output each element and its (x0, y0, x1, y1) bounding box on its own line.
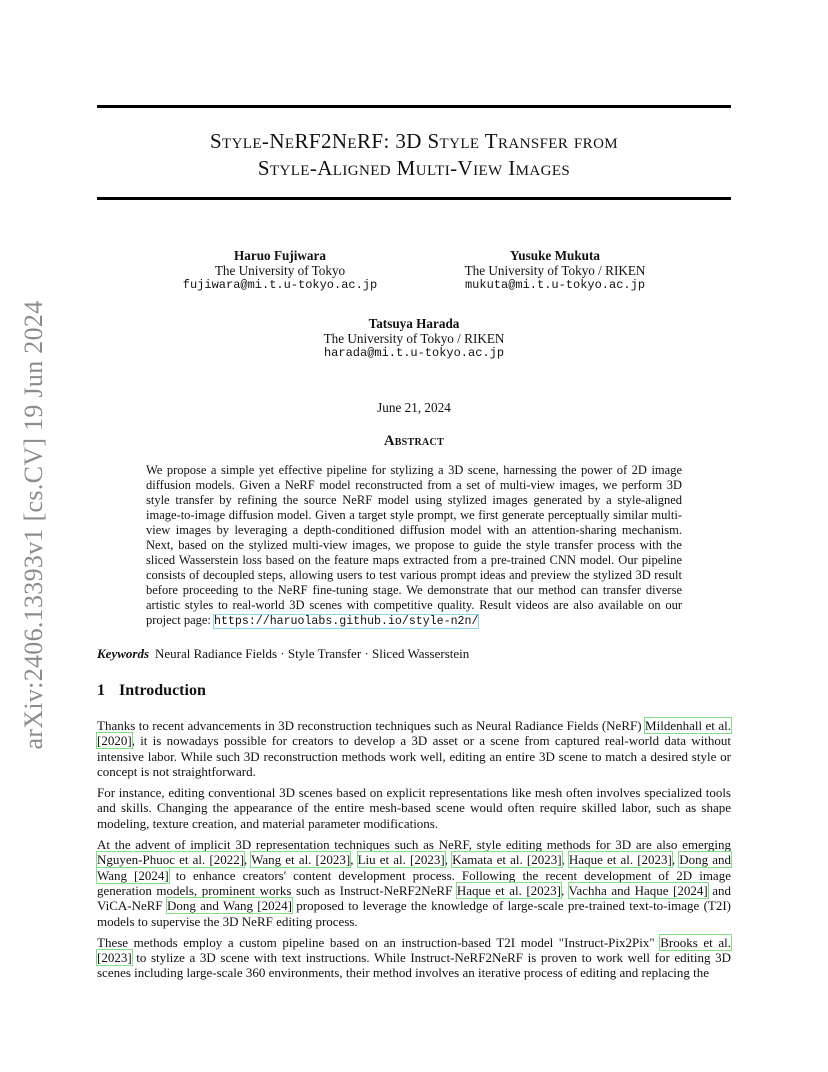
title-line-1: Style-NeRF2NeRF: 3D Style Transfer from (209, 129, 619, 153)
text-run: to stylize a 3D scene with text instructions. While Instruct-NeRF2NeRF is proven to work well for editing 3D scenes including large-scale 360 environments, their method involves an iterative process of editing and replacing the (97, 950, 731, 981)
paragraph-3 (97, 837, 731, 929)
abstract-heading: Abstract (383, 433, 445, 449)
author-block-3 (284, 316, 544, 361)
separator: , (244, 852, 252, 868)
keywords-line (97, 646, 731, 662)
paragraph-2: For instance, editing conventional 3D scenes based on explicit representations like mesh often involves specialized tools and skills. Changing the appearance of the entire mesh-based scene would often require skilled labor, such as shape modeling, texture creation, and material parameter modifications. (97, 785, 731, 831)
section-number: 1 (97, 682, 105, 699)
paper-date: June 21, 2024 (377, 400, 451, 415)
keywords-label: Keywords (97, 646, 149, 661)
section-title: Introduction (119, 682, 206, 699)
author-block-1 (150, 248, 410, 293)
text-run: Thanks to recent advancements in 3D reconstruction techniques such as Neural Radiance Fields (NeRF) (97, 718, 642, 733)
citation-link[interactable]: Dong and Wang [2024] (166, 898, 292, 914)
separator: , (444, 852, 453, 868)
text-run: At the advent of implicit 3D representation techniques such as NeRF, style editing methods for 3D are also emerging (97, 837, 731, 853)
project-page-link[interactable]: https://haruolabs.github.io/style-n2n/ (214, 615, 479, 628)
paragraph-1 (97, 718, 731, 779)
text-run: proposed to leverage the knowledge of large-scale pre-trained text-to-image (T2I) models to supervise the 3D NeRF editing process. (97, 898, 731, 929)
section-heading-introduction (97, 682, 731, 700)
citation-link[interactable]: Vachha and Haque [2024] (568, 882, 708, 898)
keywords-text: Neural Radiance Fields · Style Transfer · Sliced Wasserstein (155, 646, 470, 661)
separator: , (561, 852, 569, 868)
introduction-body (97, 718, 731, 987)
citation-link[interactable]: Haque et al. [2023] (456, 882, 561, 898)
title-bottom-rule (97, 197, 731, 200)
author-name: Haruo Fujiwara (234, 248, 326, 263)
title-top-rule (97, 105, 731, 108)
author-affiliation: The University of Tokyo / RIKEN (464, 263, 646, 278)
text-run: to enhance creators' content development process. Following the recent development of 2D image generation models, prominent works such as Instruct-NeRF2NeRF (97, 867, 731, 898)
author-name: Yusuke Mukuta (509, 248, 601, 263)
citation-link[interactable]: Nguyen-Phuoc et al. [2022] (97, 852, 245, 868)
title-line-2: Style-Aligned Multi-View Images (257, 156, 571, 180)
separator: , (561, 882, 569, 898)
author-name: Tatsuya Harada (368, 316, 460, 331)
author-email[interactable]: mukuta@mi.t.u-tokyo.ac.jp (464, 278, 646, 292)
author-affiliation: The University of Tokyo / RIKEN (323, 331, 505, 346)
text-run: and ViCA-NeRF (97, 882, 732, 914)
abstract-text: We propose a simple yet effective pipeline for stylizing a 3D scene, harnessing the power of 2D image diffusion models. Given a NeRF model reconstructed from a set of multi-view images, we perform 3D style transfer by refining the source NeRF model using stylized images generated by a style-aligned image-to-image diffusion model. Given a target style prompt, we first generate perceptually similar multi-view images by leveraging a depth-conditioned diffusion model with an attention-sharing mechanism. Next, based on the stylized multi-view images, we propose to guide the style transfer process with the sliced Wasserstein loss based on the feature maps extracted from a pre-trained CNN model. Our pipeline consists of decoupled steps, allowing users to test various prompt ideas and preview the stylized 3D result before proceeding to the NeRF fine-tuning stage. We demonstrate that our method can transfer diverse artistic styles to real-world 3D scenes with competitive quality. Result videos are also available on our project page: (146, 463, 682, 627)
citation-link[interactable]: Brooks et al. [2023] (97, 934, 732, 966)
author-affiliation: The University of Tokyo (214, 263, 346, 278)
text-run: These methods employ a custom pipeline based on an instruction-based T2I model "Instruct-Pix2Pix" (97, 934, 655, 950)
paper-title (97, 128, 731, 182)
author-email[interactable]: harada@mi.t.u-tokyo.ac.jp (323, 346, 505, 360)
author-block-2 (425, 248, 685, 293)
author-email[interactable]: fujiwara@mi.t.u-tokyo.ac.jp (182, 278, 378, 292)
citation-link[interactable]: Haque et al. [2023] (568, 852, 672, 868)
citation-link[interactable]: Wang et al. [2023] (251, 852, 351, 868)
separator: , (350, 852, 358, 868)
citation-link[interactable]: Dong and Wang [2024] (97, 852, 732, 883)
abstract-body (146, 463, 682, 629)
citation-link[interactable]: Liu et al. [2023] (357, 852, 445, 868)
text-run: , it is nowadays possible for creators to develop a 3D asset or a scene from captured real-world data without intensive labor. While such 3D reconstruction methods work well, editing an entire 3D scene to match a desired style or concept is not straightforward. (97, 733, 731, 779)
citation-link[interactable]: Kamata et al. [2023] (452, 852, 562, 868)
separator: , (671, 852, 680, 868)
citation-link[interactable]: Mildenhall et al. [2020] (97, 718, 732, 749)
arxiv-side-identifier: arXiv:2406.13393v1 [cs.CV] 19 Jun 2024 (19, 300, 48, 750)
paragraph-4 (97, 935, 731, 981)
